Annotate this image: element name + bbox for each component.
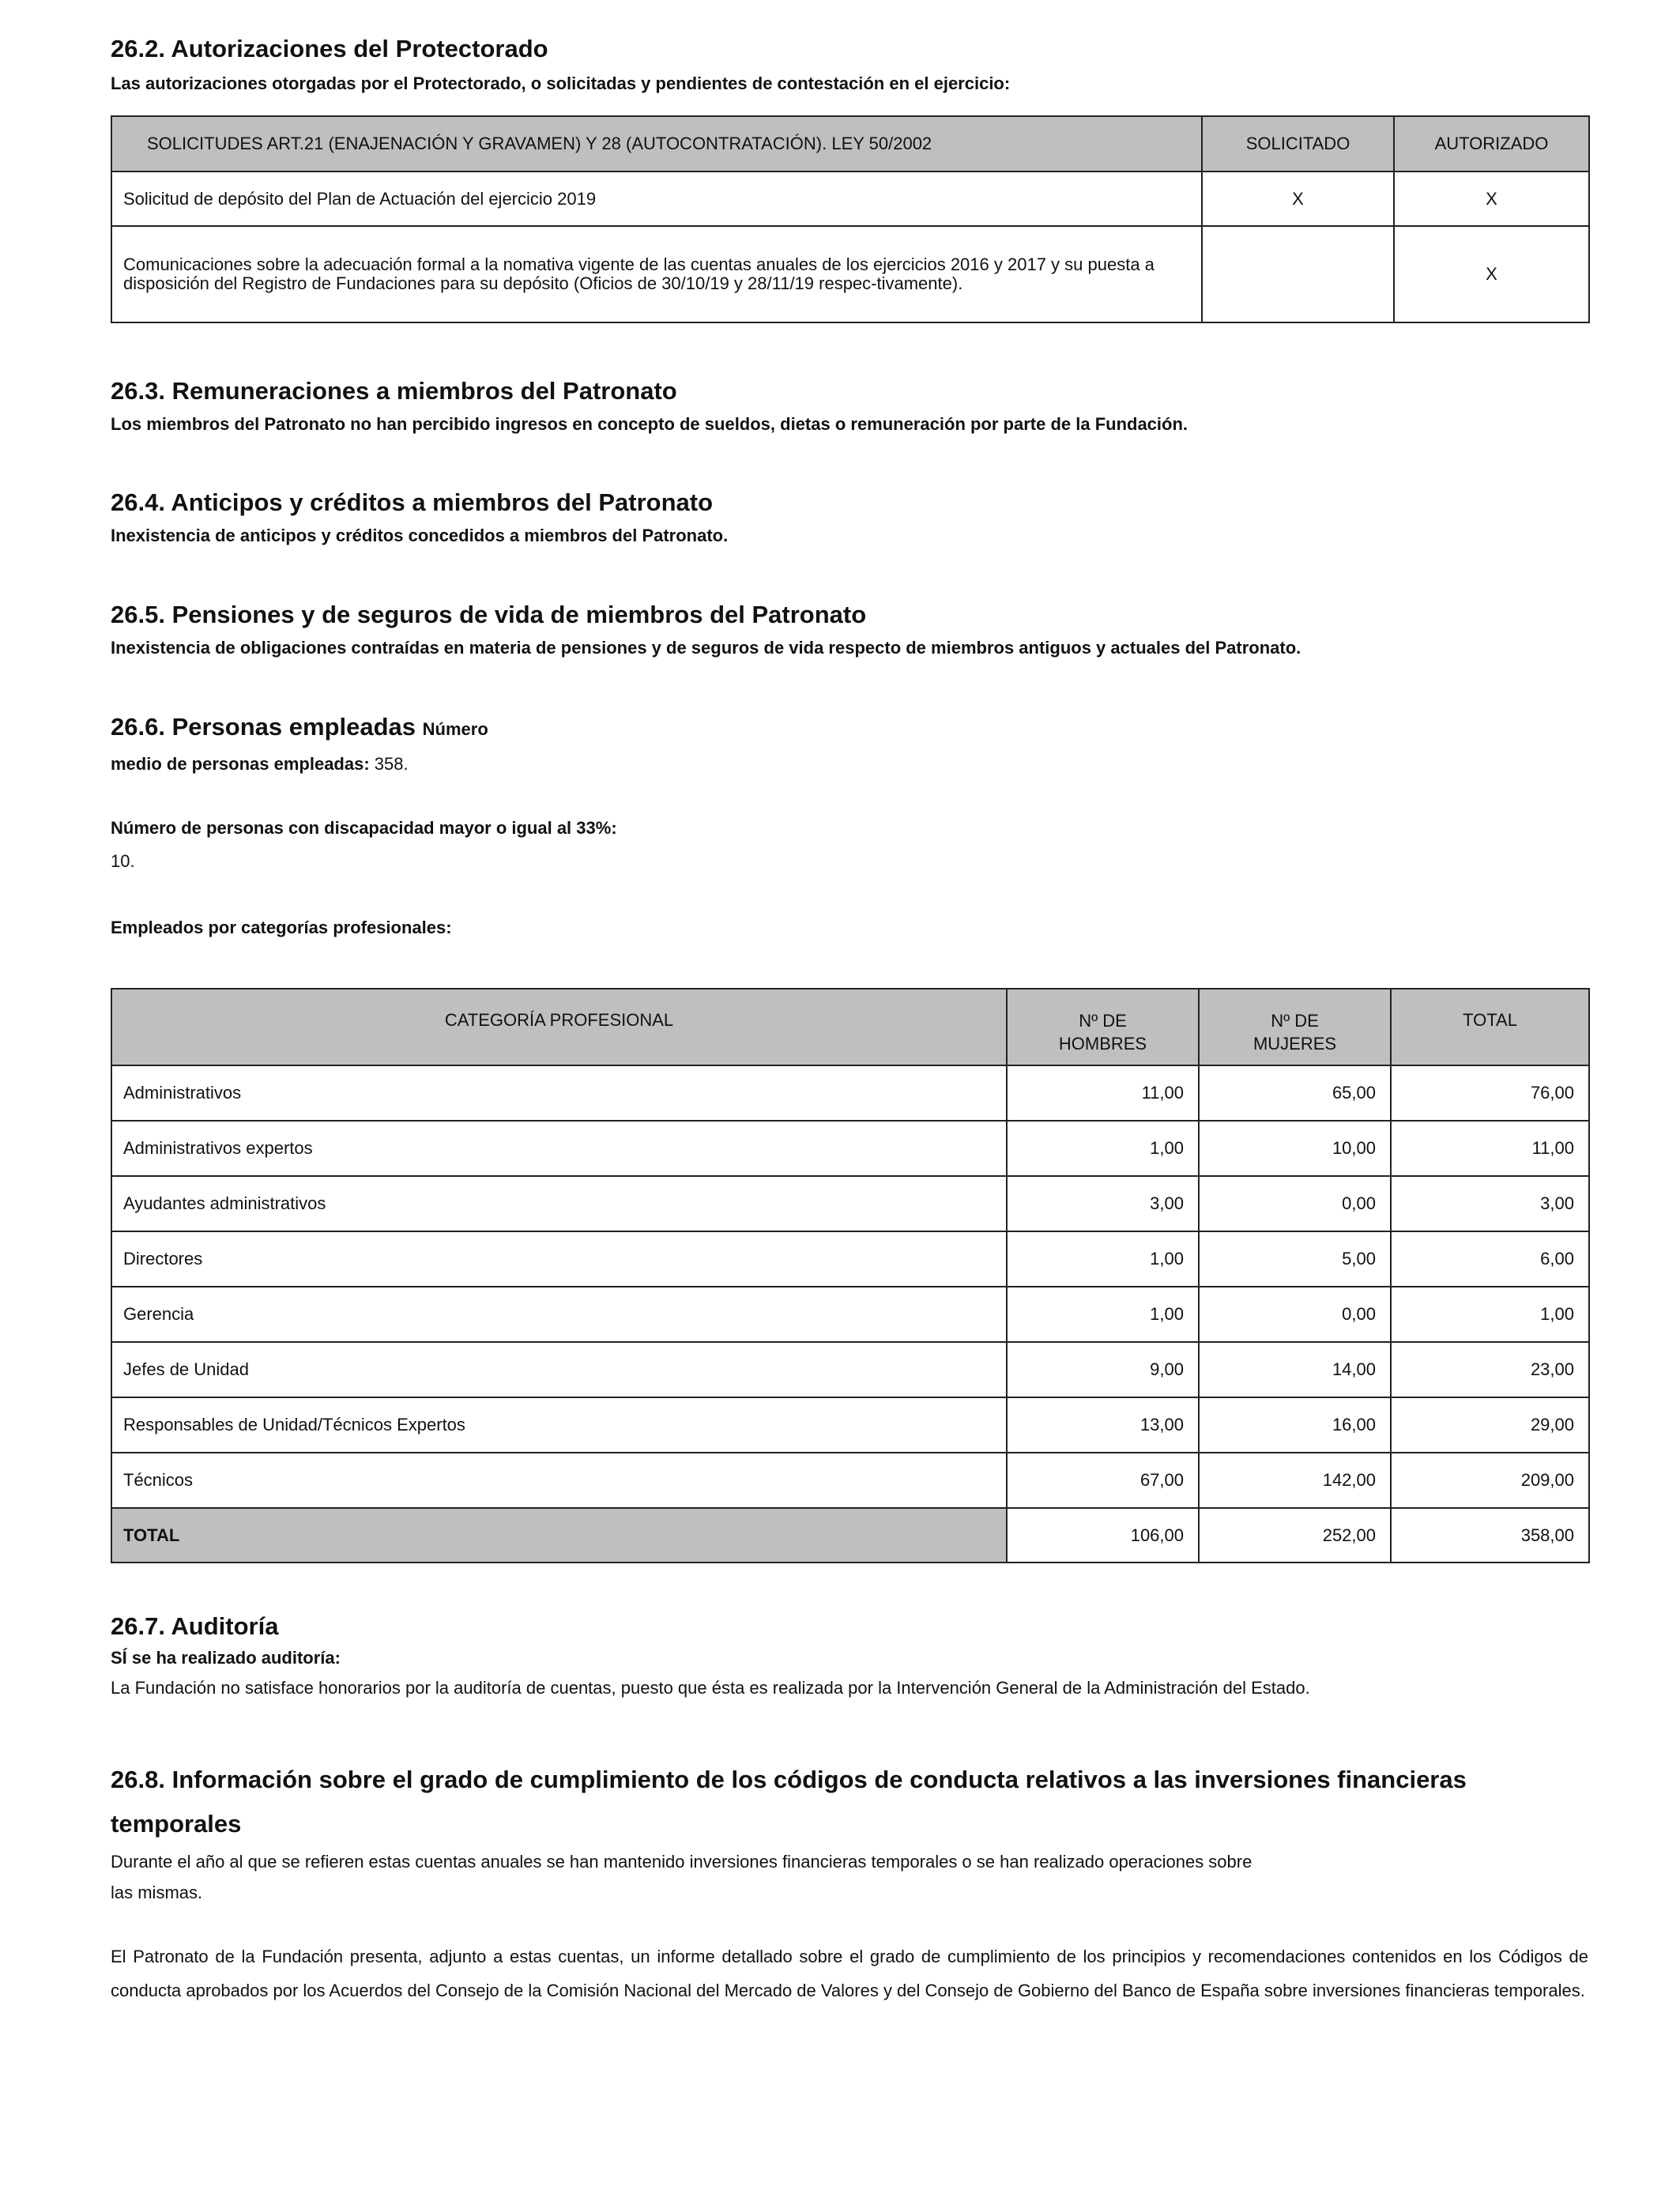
header-solicitado: SOLICITADO bbox=[1202, 116, 1394, 172]
section-title bbox=[111, 487, 728, 518]
row-men: 1,00 bbox=[1007, 1287, 1199, 1342]
section-title bbox=[111, 33, 1010, 65]
section-title bbox=[111, 711, 617, 743]
disability-value: 10. bbox=[111, 850, 135, 871]
section-title bbox=[111, 375, 1188, 407]
row-women: 14,00 bbox=[1199, 1342, 1391, 1397]
row-category: Jefes de Unidad bbox=[111, 1342, 1007, 1397]
section-heading: Anticipos y créditos a miembros del Patronato bbox=[171, 488, 714, 516]
total-total: 358,00 bbox=[1391, 1508, 1589, 1563]
section-26-5 bbox=[111, 599, 1301, 660]
table-row bbox=[111, 1065, 1589, 1121]
audit-text: La Fundación no satisface honorarios por la auditoría de cuentas, puesto que ésta es realizada por la Intervención General de la Administración del Estado. bbox=[111, 1677, 1310, 1698]
total-men: 106,00 bbox=[1007, 1508, 1199, 1563]
table-row bbox=[111, 226, 1589, 322]
header-total: TOTAL bbox=[1391, 989, 1589, 1065]
average-employees bbox=[111, 748, 617, 781]
row-category: Técnicos bbox=[111, 1453, 1007, 1508]
table-row bbox=[111, 1397, 1589, 1453]
section-26-4 bbox=[111, 487, 728, 548]
section-heading: Pensiones y de seguros de vida de miembros del Patronato bbox=[171, 601, 867, 628]
header-autorizado: AUTORIZADO bbox=[1394, 116, 1589, 172]
row-men: 13,00 bbox=[1007, 1397, 1199, 1453]
section-title bbox=[111, 1758, 1588, 1846]
table-row bbox=[111, 1453, 1589, 1508]
table-row bbox=[111, 1231, 1589, 1287]
section-26-6 bbox=[111, 711, 617, 940]
average-employees-value: 358. bbox=[374, 754, 409, 775]
section-title bbox=[111, 1611, 1310, 1642]
row-total: 209,00 bbox=[1391, 1453, 1589, 1508]
row-total: 23,00 bbox=[1391, 1342, 1589, 1397]
table-row bbox=[111, 1287, 1589, 1342]
table-row bbox=[111, 172, 1589, 226]
row-total: 11,00 bbox=[1391, 1121, 1589, 1176]
authorizations-table bbox=[111, 115, 1590, 323]
row-total: 3,00 bbox=[1391, 1176, 1589, 1231]
section-number: 26.3. bbox=[111, 377, 165, 405]
section-heading: Auditoría bbox=[171, 1612, 279, 1640]
row-women: 0,00 bbox=[1199, 1176, 1391, 1231]
row-solicitado: X bbox=[1202, 172, 1394, 226]
table-row bbox=[111, 1176, 1589, 1231]
section-number: 26.4. bbox=[111, 488, 165, 516]
table-header-row bbox=[111, 989, 1589, 1065]
section-heading: Información sobre el grado de cumplimiento de los códigos de conducta relativos a las inversiones financieras bbox=[171, 1766, 1467, 1793]
row-category: Administrativos expertos bbox=[111, 1121, 1007, 1176]
section-number: 26.7. bbox=[111, 1612, 165, 1640]
paragraph-2: El Patronato de la Fundación presenta, adjunto a estas cuentas, un informe detallado sobre el grado de cumplimiento de los principios y recomendaciones contenidos en los Códigos de conducta aprobados por los Acuerdos del Consejo de la Comisión Nacional del Mercado de Valores y del Consejo de Gobierno del Banco de España sobre inversiones financieras temporales. bbox=[111, 1946, 1588, 2000]
row-category: Directores bbox=[111, 1231, 1007, 1287]
row-women: 10,00 bbox=[1199, 1121, 1391, 1176]
paragraph-1: Durante el año al que se refieren estas cuentas anuales se han mantenido inversiones financieras temporales o se han realizado operaciones sobre las mismas. bbox=[111, 1851, 1252, 1903]
row-category: Ayudantes administrativos bbox=[111, 1176, 1007, 1231]
categories-label: Empleados por categorías profesionales: bbox=[111, 918, 452, 938]
row-men: 11,00 bbox=[1007, 1065, 1199, 1121]
section-heading: Remuneraciones a miembros del Patronato bbox=[171, 377, 677, 405]
section-number: 26.6. bbox=[111, 713, 165, 741]
header-men: Nº DE HOMBRES bbox=[1007, 989, 1199, 1065]
row-total: 29,00 bbox=[1391, 1397, 1589, 1453]
section-number: 26.8. bbox=[111, 1766, 165, 1793]
row-description: Comunicaciones sobre la adecuación formal a la nomativa vigente de las cuentas anuales de los ejercicios 2016 y 2017 y su puesta a disposición del Registro de Fundaciones para su depósito (Oficios de 30/10/19 y 28/11/19 respec-tivamente). bbox=[111, 226, 1202, 322]
row-women: 65,00 bbox=[1199, 1065, 1391, 1121]
table-row bbox=[111, 1342, 1589, 1397]
total-label: TOTAL bbox=[111, 1508, 1007, 1563]
employees-by-category-table bbox=[111, 988, 1590, 1563]
section-26-3 bbox=[111, 375, 1188, 436]
total-women: 252,00 bbox=[1199, 1508, 1391, 1563]
row-autorizado: X bbox=[1394, 172, 1589, 226]
average-employees-label: medio de personas empleadas: bbox=[111, 754, 370, 775]
row-total: 1,00 bbox=[1391, 1287, 1589, 1342]
row-men: 67,00 bbox=[1007, 1453, 1199, 1508]
section-number: 26.2. bbox=[111, 35, 165, 62]
section-subtitle: Los miembros del Patronato no han percibido ingresos en concepto de sueldos, dietas o remuneración por parte de la Fundación. bbox=[111, 414, 1188, 435]
row-women: 142,00 bbox=[1199, 1453, 1391, 1508]
section-heading-tail: Número bbox=[422, 719, 488, 739]
section-subtitle: Inexistencia de obligaciones contraídas en materia de pensiones y de seguros de vida respecto de miembros antiguos y actuales del Patronato. bbox=[111, 638, 1301, 658]
row-category: Responsables de Unidad/Técnicos Expertos bbox=[111, 1397, 1007, 1453]
row-autorizado: X bbox=[1394, 226, 1589, 322]
section-subtitle: Inexistencia de anticipos y créditos concedidos a miembros del Patronato. bbox=[111, 526, 729, 546]
row-category: Gerencia bbox=[111, 1287, 1007, 1342]
row-total: 76,00 bbox=[1391, 1065, 1589, 1121]
row-men: 9,00 bbox=[1007, 1342, 1199, 1397]
table-total-row bbox=[111, 1508, 1589, 1563]
section-subtitle: SÍ se ha realizado auditoría: bbox=[111, 1648, 341, 1668]
header-category: CATEGORÍA PROFESIONAL bbox=[111, 989, 1007, 1065]
section-26-2 bbox=[111, 33, 1010, 96]
table-row bbox=[111, 1121, 1589, 1176]
section-heading-line-2: temporales bbox=[111, 1809, 242, 1838]
row-total: 6,00 bbox=[1391, 1231, 1589, 1287]
section-heading: Autorizaciones del Protectorado bbox=[171, 35, 548, 62]
section-title bbox=[111, 599, 1301, 631]
header-women: Nº DE MUJERES bbox=[1199, 989, 1391, 1065]
section-number: 26.5. bbox=[111, 601, 165, 628]
section-26-8 bbox=[111, 1758, 1588, 2008]
row-women: 0,00 bbox=[1199, 1287, 1391, 1342]
row-description: Solicitud de depósito del Plan de Actuación del ejercicio 2019 bbox=[111, 172, 1202, 226]
row-women: 16,00 bbox=[1199, 1397, 1391, 1453]
disability-label: Número de personas con discapacidad mayor o igual al 33%: bbox=[111, 818, 617, 839]
section-subtitle: Las autorizaciones otorgadas por el Protectorado, o solicitadas y pendientes de contestación en el ejercicio: bbox=[111, 74, 1011, 94]
header-solicitudes: SOLICITUDES ART.21 (ENAJENACIÓN Y GRAVAMEN) Y 28 (AUTOCONTRATACIÓN). LEY 50/2002 bbox=[111, 116, 1202, 172]
row-women: 5,00 bbox=[1199, 1231, 1391, 1287]
row-solicitado bbox=[1202, 226, 1394, 322]
row-category: Administrativos bbox=[111, 1065, 1007, 1121]
section-26-7 bbox=[111, 1611, 1310, 1706]
table-header-row bbox=[111, 116, 1589, 172]
row-men: 1,00 bbox=[1007, 1121, 1199, 1176]
row-men: 1,00 bbox=[1007, 1231, 1199, 1287]
row-men: 3,00 bbox=[1007, 1176, 1199, 1231]
section-heading: Personas empleadas bbox=[171, 713, 416, 741]
